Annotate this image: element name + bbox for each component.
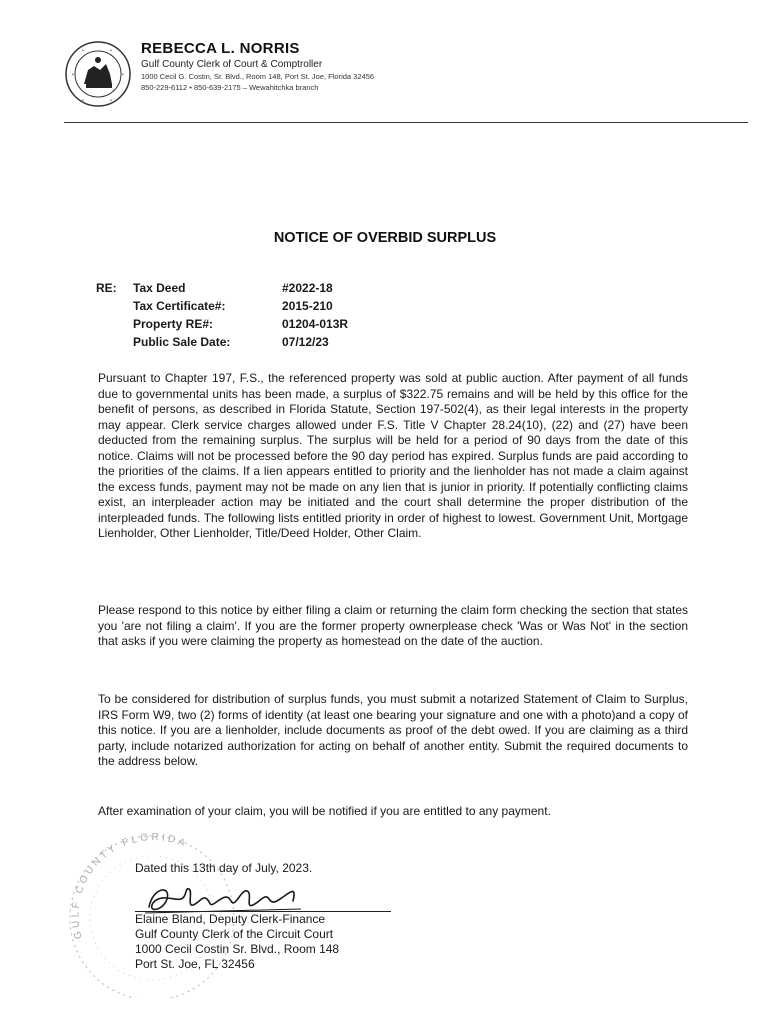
county-seal-icon — [64, 40, 132, 108]
re-label: RE: — [96, 281, 117, 295]
svg-text:•: • — [72, 72, 74, 78]
svg-text:•: • — [110, 98, 112, 104]
surplus-notice-paragraph: Pursuant to Chapter 197, F.S., the referenced property was sold at public auction. After payment of all funds due to governmental units has been made, a surplus of $322.75 remains and will be held by this office for the benefit of persons, as described in Florida Statute, Section 197-502(4), as their legal interests in the property may appear. Clerk service charges allowed under F.S. Title V Chapter 28.24(10), (22) and (27) have been deducted from the remaining surplus. The surplus will be held for a period of 90 days from the date of this notice. Claims will not be processed before the 90 day period has expired. Surplus funds are paid according to the priorities of the claims. If a lien appears entitled to priority and the lienholder has not made a claim against the excess funds, payment may not be made on any lien that is junior in priority. If potentially conflicting claims exist, an interpleader action may be initiated and the court shall determine the proper distribution of the interpleaded funds. The following lists entitled priority in order of highest to lowest. Government Unit, Mortgage Lienholder, Other Lienholder, Title/Deed Holder, Other Claim. — [98, 371, 688, 540]
letterhead — [141, 40, 561, 93]
re-field-label: Tax Deed — [133, 281, 186, 295]
svg-text:•: • — [122, 72, 124, 78]
office-phone: 850-229-6112 • 850-639-2175 – Wewahitchka branch — [141, 83, 319, 92]
clerk-office: Gulf County Clerk of Court & Comptroller — [141, 59, 323, 70]
required-documents-paragraph: To be considered for distribution of surplus funds, you must submit a notarized Statement of Claim to Surplus, IRS Form W9, two (2) forms of identity (at least one bearing your signature and one with a photo)and a copy of this notice. If you are a lienholder, include documents as proof of the debt owed. If you are claiming as a third party, include notarized authorization for acting on behalf of another entity. Submit the required documents to the address below. — [98, 692, 688, 768]
svg-text:•: • — [82, 48, 84, 54]
clerk-name: REBECCA L. NORRIS — [141, 40, 300, 57]
office-address: 1000 Cecil G. Costin, Sr. Blvd., Room 148, Port St. Joe, Florida 32456 — [141, 72, 375, 81]
re-field-label: Property RE#: — [133, 317, 214, 331]
svg-text:•: • — [110, 48, 112, 54]
signer-address-line1: 1000 Cecil Costin Sr. Blvd., Room 148 — [135, 942, 340, 956]
re-field-value: 01204-013R — [282, 317, 349, 331]
signer-name: Elaine Bland, Deputy Clerk-Finance — [135, 912, 326, 926]
header-divider — [64, 122, 748, 123]
notification-paragraph: After examination of your claim, you will be notified if you are entitled to any payment. — [98, 804, 551, 818]
re-field-value: 2015-210 — [282, 299, 333, 313]
page-title: NOTICE OF OVERBID SURPLUS — [273, 230, 497, 246]
re-field-value: #2022-18 — [282, 281, 333, 295]
seal-text: GULF COUNTY FLORIDA — [70, 832, 190, 940]
re-field-label: Public Sale Date: — [133, 335, 231, 349]
svg-text:•: • — [82, 98, 84, 104]
signer-address-line2: Port St. Joe, FL 32456 — [135, 957, 255, 971]
signer-office: Gulf County Clerk of the Circuit Court — [135, 927, 334, 941]
response-instructions-paragraph: Please respond to this notice by either filing a claim or returning the claim form checking the section that states you 'are not filing a claim'. If you are the former property ownerplease check 'Was or Was Not' in the section that asks if you were claiming the property as homestead on the date of the auction. — [98, 603, 688, 648]
dated-line: Dated this 13th day of July, 2023. — [135, 861, 313, 875]
re-field-value: 07/12/23 — [282, 335, 329, 349]
re-field-label: Tax Certificate#: — [133, 299, 226, 313]
